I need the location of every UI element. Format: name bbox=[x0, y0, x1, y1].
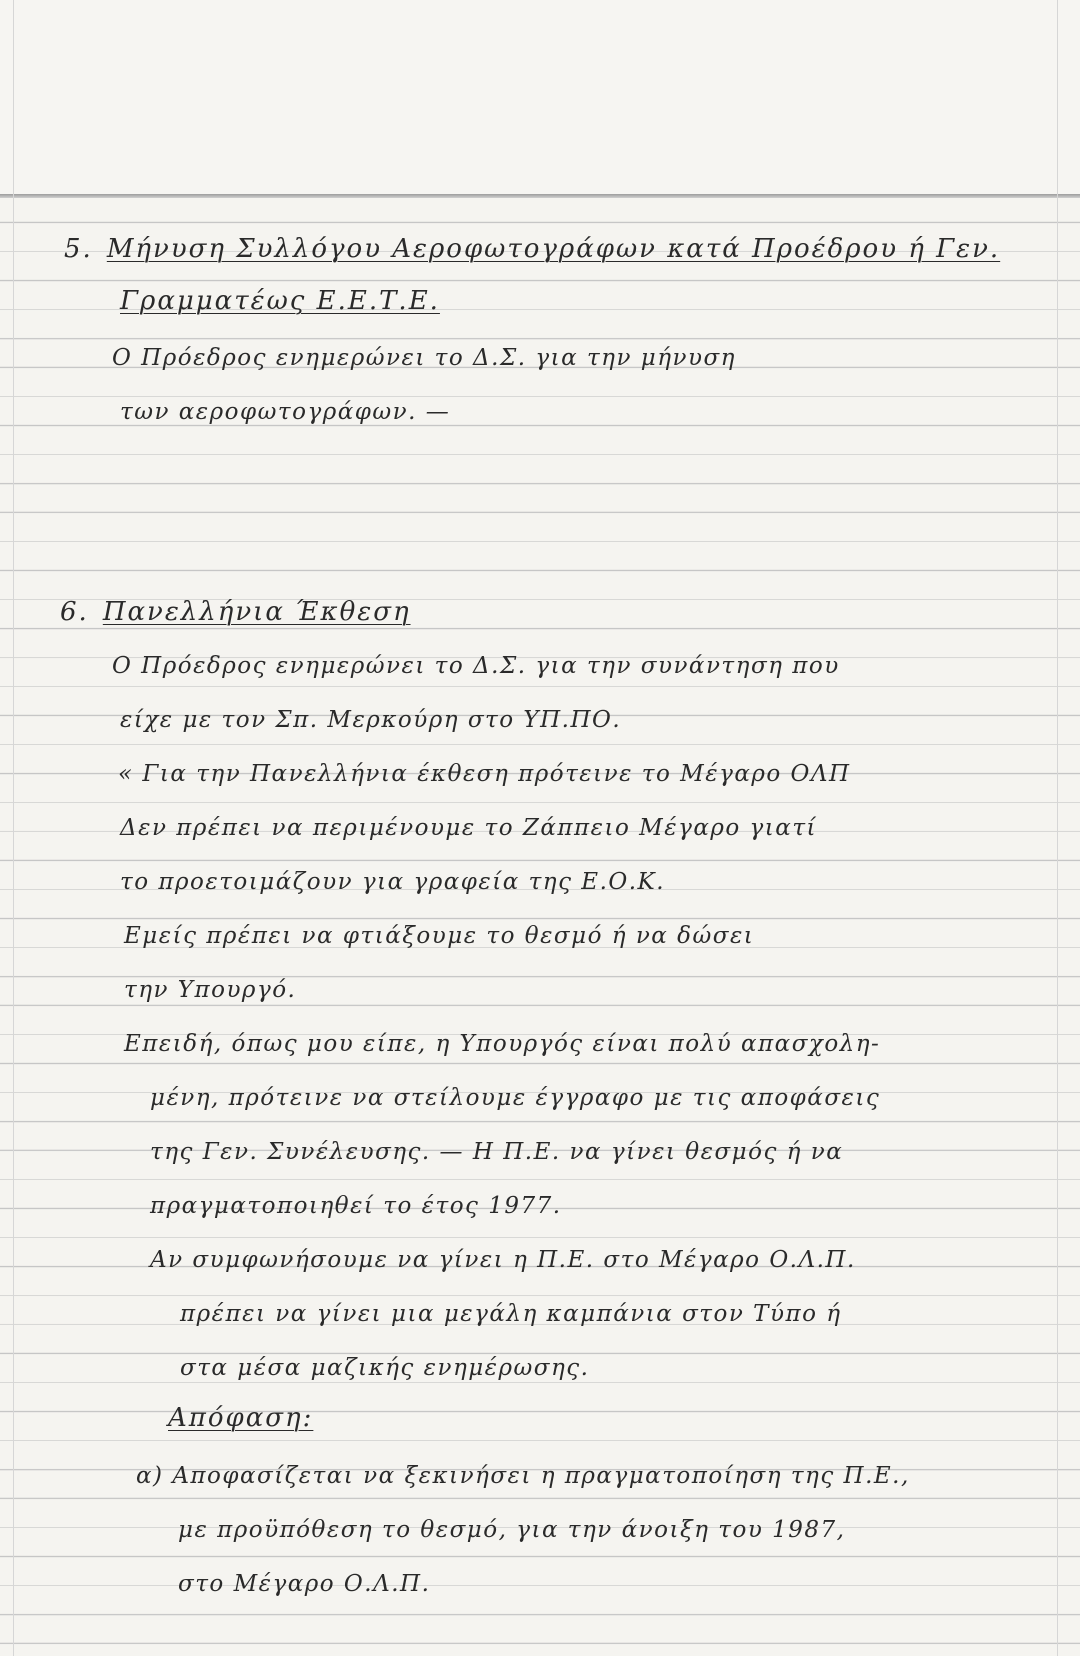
decision-label: Απόφαση: bbox=[168, 1403, 314, 1433]
right-margin bbox=[1057, 0, 1058, 1656]
item6-body-line: το προετοιμάζουν για γραφεία της Ε.Ο.Κ. bbox=[120, 869, 666, 895]
item6-body-line: είχε με τον Σπ. Μερκούρη στο ΥΠ.ΠΟ. bbox=[120, 707, 622, 733]
item6-body-line: στα μέσα μαζικής ενημέρωσης. bbox=[180, 1355, 590, 1381]
item6-body-line: πρέπει να γίνει μια μεγάλη καμπάνια στον Τύπο ή bbox=[180, 1301, 842, 1327]
left-margin bbox=[13, 0, 14, 1656]
item6-heading bbox=[60, 597, 411, 627]
decision-line: α) Αποφασίζεται να ξεκινήσει η πραγματοποίηση της Π.Ε., bbox=[136, 1463, 910, 1489]
item6-body-line: Δεν πρέπει να περιμένουμε το Ζάππειο Μέγαρο γιατί bbox=[120, 815, 818, 841]
item6-body-line: μένη, πρότεινε να στείλουμε έγγραφο με τις αποφάσεις bbox=[150, 1085, 881, 1111]
item6-body-line: Εμείς πρέπει να φτιάξουμε το θεσμό ή να δώσει bbox=[124, 923, 755, 949]
item6-title: Πανελλήνια Έκθεση bbox=[102, 597, 411, 627]
item5-number: 5. bbox=[64, 234, 93, 264]
item6-body-line: « Για την Πανελλήνια έκθεση πρότεινε το Μέγαρο ΟΛΠ bbox=[118, 761, 851, 787]
item5-body-line: των αεροφωτογράφων. — bbox=[120, 399, 451, 425]
item5-body-line: Ο Πρόεδρος ενημερώνει το Δ.Σ. για την μήνυση bbox=[112, 345, 736, 371]
item6-number: 6. bbox=[60, 597, 89, 627]
item6-body-line: Αν συμφωνήσουμε να γίνει η Π.Ε. στο Μέγαρο Ο.Λ.Π. bbox=[150, 1247, 856, 1273]
item5-heading bbox=[64, 234, 1000, 264]
item6-body-line: της Γεν. Συνέλευσης. — Η Π.Ε. να γίνει θεσμός ή να bbox=[150, 1139, 844, 1165]
decision-line: στο Μέγαρο Ο.Λ.Π. bbox=[178, 1571, 431, 1597]
item5-title-line1: Μήνυση Συλλόγου Αεροφωτογράφων κατά Προέδρου ή Γεν. bbox=[106, 234, 1001, 264]
item6-body-line: πραγματοποιηθεί το έτος 1977. bbox=[150, 1193, 562, 1219]
decision-line: με προϋπόθεση το θεσμό, για την άνοιξη του 1987, bbox=[178, 1517, 846, 1543]
item6-body-line: Επειδή, όπως μου είπε, η Υπουργός είναι πολύ απασχολη- bbox=[124, 1031, 881, 1057]
header-rule bbox=[0, 194, 1080, 198]
page-header-band bbox=[0, 0, 1080, 194]
item5-title-line2: Γραμματέως Ε.Ε.Τ.Ε. bbox=[120, 286, 440, 316]
item6-body-line: την Υπουργό. bbox=[124, 977, 297, 1003]
item6-body-line: Ο Πρόεδρος ενημερώνει το Δ.Σ. για την συνάντηση που bbox=[112, 653, 840, 679]
